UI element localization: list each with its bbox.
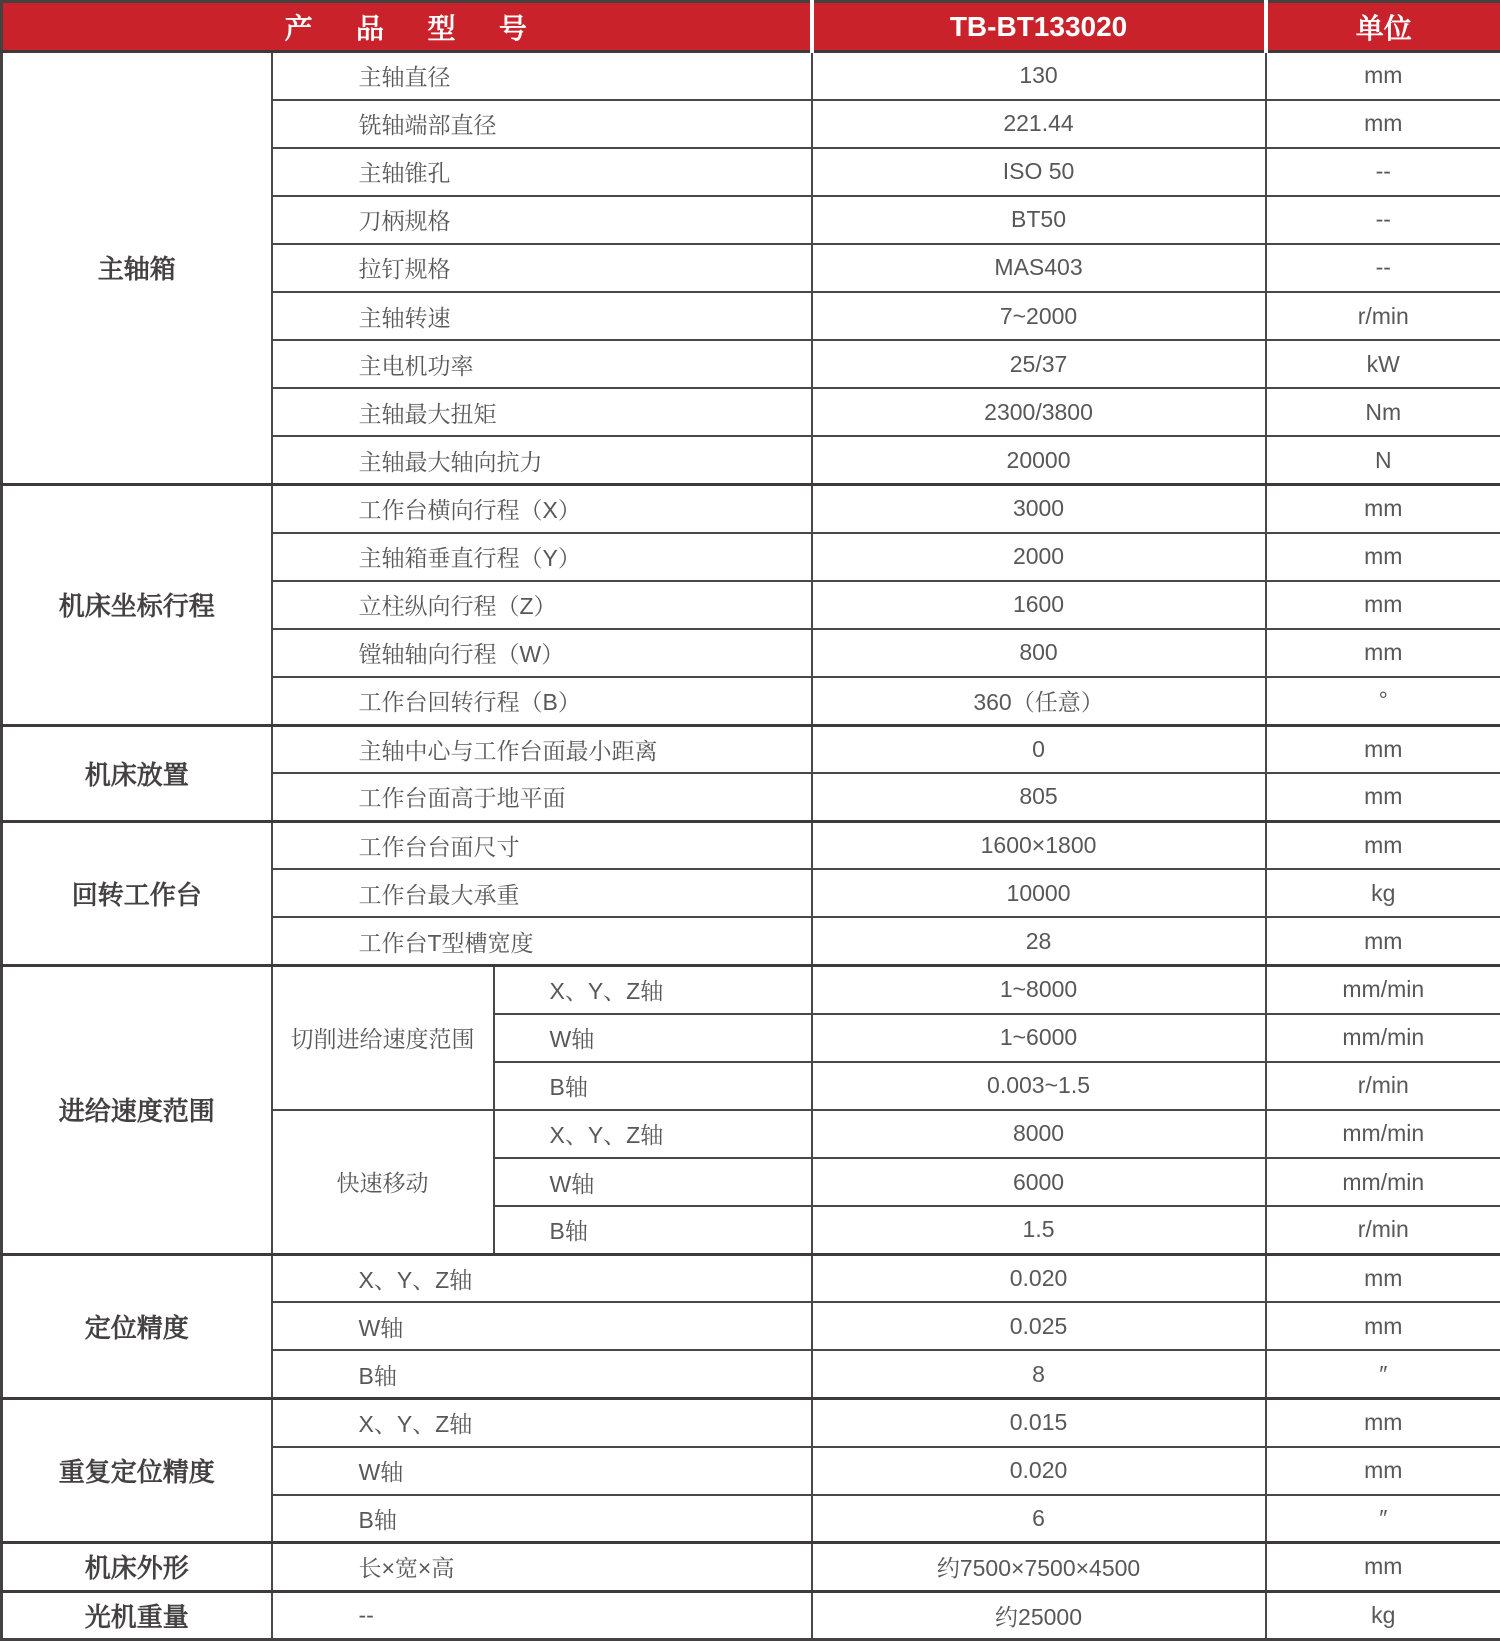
param-label: 立柱纵向行程（Z） xyxy=(272,581,812,629)
param-value: 805 xyxy=(812,773,1266,821)
param-unit: mm xyxy=(1266,52,1500,100)
param-unit: ° xyxy=(1266,677,1500,725)
param-value: 1600 xyxy=(812,581,1266,629)
param-unit: mm/min xyxy=(1266,1014,1500,1062)
param-value: 1~6000 xyxy=(812,1014,1266,1062)
param-value: MAS403 xyxy=(812,244,1266,292)
param-value: 800 xyxy=(812,629,1266,677)
param-unit: -- xyxy=(1266,196,1500,244)
param-value: ISO 50 xyxy=(812,148,1266,196)
param-label: W轴 xyxy=(272,1447,812,1495)
param-unit: mm xyxy=(1266,581,1500,629)
param-unit: r/min xyxy=(1266,1062,1500,1110)
table-row xyxy=(2,1591,1500,1640)
param-label: B轴 xyxy=(494,1206,812,1254)
param-unit: r/min xyxy=(1266,1206,1500,1254)
section-label: 光机重量 xyxy=(2,1591,272,1640)
param-value: 8 xyxy=(812,1350,1266,1398)
section-label: 回转工作台 xyxy=(2,821,272,965)
param-label: 刀柄规格 xyxy=(272,196,812,244)
param-value: 约25000 xyxy=(812,1591,1266,1640)
param-value: 6000 xyxy=(812,1158,1266,1206)
param-label: 主轴箱垂直行程（Y） xyxy=(272,533,812,581)
param-label: 主轴直径 xyxy=(272,52,812,100)
param-value: 0.020 xyxy=(812,1447,1266,1495)
param-label: W轴 xyxy=(494,1158,812,1206)
param-label: 工作台T型槽宽度 xyxy=(272,917,812,965)
param-value: 20000 xyxy=(812,436,1266,484)
param-label: 主轴锥孔 xyxy=(272,148,812,196)
param-unit: ″ xyxy=(1266,1495,1500,1543)
param-label: X、Y、Z轴 xyxy=(494,966,812,1014)
param-unit: -- xyxy=(1266,244,1500,292)
feed-group-label: 切削进给速度范围 xyxy=(272,966,494,1110)
param-value: 28 xyxy=(812,917,1266,965)
param-unit: mm xyxy=(1266,773,1500,821)
param-label: B轴 xyxy=(272,1350,812,1398)
section-label: 定位精度 xyxy=(2,1254,272,1398)
param-value: 2000 xyxy=(812,533,1266,581)
param-value: 2300/3800 xyxy=(812,388,1266,436)
table-header-row xyxy=(2,2,1500,52)
param-value: 25/37 xyxy=(812,340,1266,388)
param-unit: mm/min xyxy=(1266,1158,1500,1206)
param-label: 长×宽×高 xyxy=(272,1543,812,1591)
section-label: 重复定位精度 xyxy=(2,1399,272,1543)
param-unit: mm xyxy=(1266,100,1500,148)
param-value: 7~2000 xyxy=(812,292,1266,340)
param-label: X、Y、Z轴 xyxy=(494,1110,812,1158)
param-unit: mm/min xyxy=(1266,966,1500,1014)
param-label: 工作台横向行程（X） xyxy=(272,484,812,532)
param-label: 主电机功率 xyxy=(272,340,812,388)
param-unit: kg xyxy=(1266,1591,1500,1640)
param-value: 0.020 xyxy=(812,1254,1266,1302)
header-product-model: 产品型号 xyxy=(2,2,812,52)
param-unit: mm xyxy=(1266,629,1500,677)
param-value: 0.003~1.5 xyxy=(812,1062,1266,1110)
param-value: 1.5 xyxy=(812,1206,1266,1254)
feed-group-label: 快速移动 xyxy=(272,1110,494,1254)
table-row xyxy=(2,484,1500,532)
param-label: 镗轴轴向行程（W） xyxy=(272,629,812,677)
param-label: 主轴转速 xyxy=(272,292,812,340)
param-unit: mm xyxy=(1266,725,1500,773)
param-unit: -- xyxy=(1266,148,1500,196)
param-label: 工作台台面尺寸 xyxy=(272,821,812,869)
param-value: 1~8000 xyxy=(812,966,1266,1014)
param-unit: kg xyxy=(1266,869,1500,917)
param-unit: mm xyxy=(1266,1254,1500,1302)
param-label: X、Y、Z轴 xyxy=(272,1254,812,1302)
param-unit: mm/min xyxy=(1266,1110,1500,1158)
param-unit: r/min xyxy=(1266,292,1500,340)
header-model-number: TB-BT133020 xyxy=(812,2,1266,52)
param-unit: mm xyxy=(1266,1543,1500,1591)
param-value: 3000 xyxy=(812,484,1266,532)
param-unit: Nm xyxy=(1266,388,1500,436)
section-label: 机床放置 xyxy=(2,725,272,821)
table-row xyxy=(2,725,1500,773)
section-label: 进给速度范围 xyxy=(2,966,272,1255)
param-label: B轴 xyxy=(494,1062,812,1110)
param-label: W轴 xyxy=(272,1302,812,1350)
table-row xyxy=(2,966,1500,1014)
param-unit: mm xyxy=(1266,1447,1500,1495)
section-label: 主轴箱 xyxy=(2,52,272,485)
param-value: 10000 xyxy=(812,869,1266,917)
section-label: 机床坐标行程 xyxy=(2,484,272,725)
param-value: 0.025 xyxy=(812,1302,1266,1350)
table-row xyxy=(2,1254,1500,1302)
table-row xyxy=(2,1399,1500,1447)
param-unit: N xyxy=(1266,436,1500,484)
param-value: 130 xyxy=(812,52,1266,100)
table-row xyxy=(2,52,1500,100)
table-row xyxy=(2,821,1500,869)
param-unit: mm xyxy=(1266,1302,1500,1350)
table-row xyxy=(2,1543,1500,1591)
param-unit: kW xyxy=(1266,340,1500,388)
param-unit: mm xyxy=(1266,533,1500,581)
param-label: -- xyxy=(272,1591,812,1640)
param-label: 主轴中心与工作台面最小距离 xyxy=(272,725,812,773)
header-unit: 单位 xyxy=(1266,2,1500,52)
section-label: 机床外形 xyxy=(2,1543,272,1591)
param-unit: mm xyxy=(1266,1399,1500,1447)
param-value: 221.44 xyxy=(812,100,1266,148)
param-label: 工作台回转行程（B） xyxy=(272,677,812,725)
param-value: 0 xyxy=(812,725,1266,773)
param-value: 8000 xyxy=(812,1110,1266,1158)
param-value: 6 xyxy=(812,1495,1266,1543)
param-value: 约7500×7500×4500 xyxy=(812,1543,1266,1591)
param-label: 工作台最大承重 xyxy=(272,869,812,917)
param-label: 拉钉规格 xyxy=(272,244,812,292)
param-value: 0.015 xyxy=(812,1399,1266,1447)
param-label: 工作台面高于地平面 xyxy=(272,773,812,821)
param-value: 1600×1800 xyxy=(812,821,1266,869)
param-label: X、Y、Z轴 xyxy=(272,1399,812,1447)
param-value: BT50 xyxy=(812,196,1266,244)
param-label: 铣轴端部直径 xyxy=(272,100,812,148)
param-unit: mm xyxy=(1266,821,1500,869)
param-label: 主轴最大扭矩 xyxy=(272,388,812,436)
param-unit: ″ xyxy=(1266,1350,1500,1398)
param-unit: mm xyxy=(1266,484,1500,532)
param-label: B轴 xyxy=(272,1495,812,1543)
param-label: 主轴最大轴向抗力 xyxy=(272,436,812,484)
param-unit: mm xyxy=(1266,917,1500,965)
param-label: W轴 xyxy=(494,1014,812,1062)
param-value: 360（任意） xyxy=(812,677,1266,725)
